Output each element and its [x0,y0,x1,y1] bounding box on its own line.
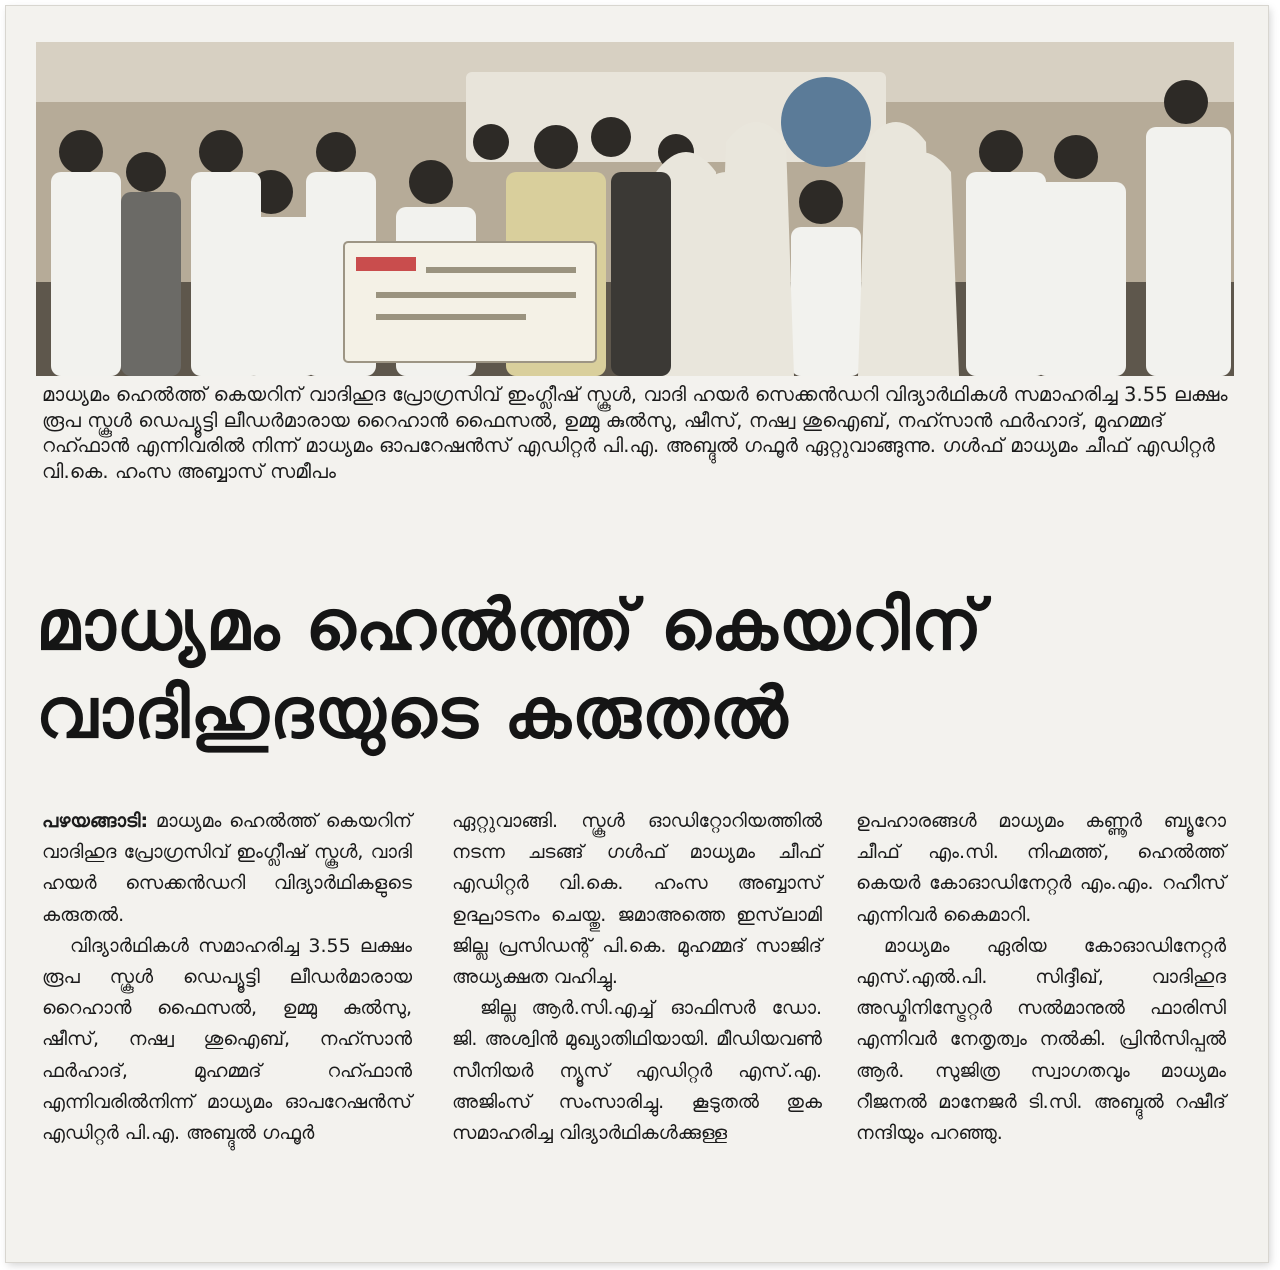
newspaper-clipping [6,6,1268,1262]
paragraph-6: മാധ്യമം ഏരിയ കോഓഡിനേറ്റർ എസ്.എൽ.പി. സിദ്ദീഖ്, വാദിഹുദ അഡ്മിനിസ്ട്രേറ്റർ സൽമാനുൽ ഫാരിസി എന്നിവർ നേതൃത്വം നൽകി. പ്രിൻസിപ്പൽ ആർ. സുജിത്ര സ്വാഗതവും മാധ്യമം റീജനൽ മാനേജർ ടി.സി. അബ്ദുൽ റഷീദ് നന്ദിയും പറഞ്ഞു. [856,934,1226,1145]
headline-line-1: മാധ്യമം ഹെൽത്ത് കെയറിന് [36,584,984,666]
paragraph-3: ഏറ്റുവാങ്ങി. സ്കൂൾ ഓഡിറ്റോറിയത്തിൽ നടന്ന ചടങ്ങ് ഗൾഫ് മാധ്യമം ചീഫ് എഡിറ്റർ വി.കെ. ഹംസ അബ്ബാസ് ഉദ്ഘാടനം ചെയ്തു. ജമാഅത്തെ ഇസ്‌ലാമി ജില്ല പ്രസിഡന്റ് പി.കെ. മുഹമ്മദ് സാജിദ് അധ്യക്ഷത വഹിച്ചു. [452,810,822,989]
group-photo [36,42,1234,376]
dateline: പഴയങ്ങാടി: [42,810,149,832]
paragraph-4: ജില്ല ആർ.സി.എച്ച് ഓഫിസർ ഡോ. ജി. അശ്വിൻ മുഖ്യാതിഥിയായി. മീഡിയവൺ സീനിയർ ന്യൂസ് എഡിറ്റർ എസ്.എ. അജിംസ് സംസാരിച്ചു. കൂടുതൽ തുക സമാഹരിച്ച വിദ്യാർഥികൾക്കുള്ള [452,997,822,1145]
article-column-2 [452,806,822,1149]
group-photo-image [36,42,1234,376]
headline-line-2: വാദിഹുദയുടെ കരുതൽ [36,672,789,754]
headline [36,581,1236,757]
paragraph-1-text: മാധ്യമം ഹെൽത്ത് കെയറിന് വാദിഹുദ പ്രോഗ്രസിവ് ഇംഗ്ലീഷ് സ്കൂൾ, വാദി ഹയർ സെക്കൻഡറി വിദ്യാർഥികളുടെ കരുതൽ. [42,810,412,926]
article-column-3 [856,806,1226,1149]
photo-caption: മാധ്യമം ഹെൽത്ത് കെയറിന് വാദിഹുദ പ്രോഗ്രസിവ് ഇംഗ്ലീഷ് സ്കൂൾ, വാദി ഹയർ സെക്കൻഡറി വിദ്യാർഥികൾ സമാഹരിച്ച 3.55 ലക്ഷം രൂപ സ്കൂൾ ഡെപ്യൂട്ടി ലീഡർമാരായ റൈഹാൻ ഫൈസൽ, ഉമ്മു കുൽസു, ഷീസ്, നഷ്വ ശുഐബ്, നഹ്സാൻ ഫർഹാദ്, മുഹമ്മദ് റഹ്ഫാൻ എന്നിവരിൽ നിന്ന് മാധ്യമം ഓപറേഷൻസ് എഡിറ്റർ പി.എ. അബ്ദുൽ ഗഫൂർ ഏറ്റുവാങ്ങുന്നു. ഗൾഫ് മാധ്യമം ചീഫ് എഡിറ്റർ വി.കെ. ഹംസ അബ്ബാസ് സമീപം [42,383,1228,483]
article-column-1 [42,806,412,1149]
paragraph-1 [42,806,412,931]
paragraph-5: ഉപഹാരങ്ങൾ മാധ്യമം കണ്ണൂർ ബ്യൂറോ ചീഫ് എം.സി. നിഹ്മത്ത്, ഹെൽത്ത് കെയർ കോഓഡിനേറ്റർ എം.എം. റഹീസ് എന്നിവർ കൈമാറി. [856,810,1226,926]
paragraph-2: വിദ്യാർഥികൾ സമാഹരിച്ച 3.55 ലക്ഷം രൂപ സ്കൂൾ ഡെപ്യൂട്ടി ലീഡർമാരായ റൈഹാൻ ഫൈസൽ, ഉമ്മു കുൽസു, ഷീസ്, നഷ്വ ശുഐബ്, നഹ്സാൻ ഫർഹാദ്, മുഹമ്മദ് റഹ്ഫാൻ എന്നിവരിൽനിന്ന് മാധ്യമം ഓപറേഷൻസ് എഡിറ്റർ പി.എ. അബ്ദുൽ ഗഫൂർ [42,934,412,1145]
